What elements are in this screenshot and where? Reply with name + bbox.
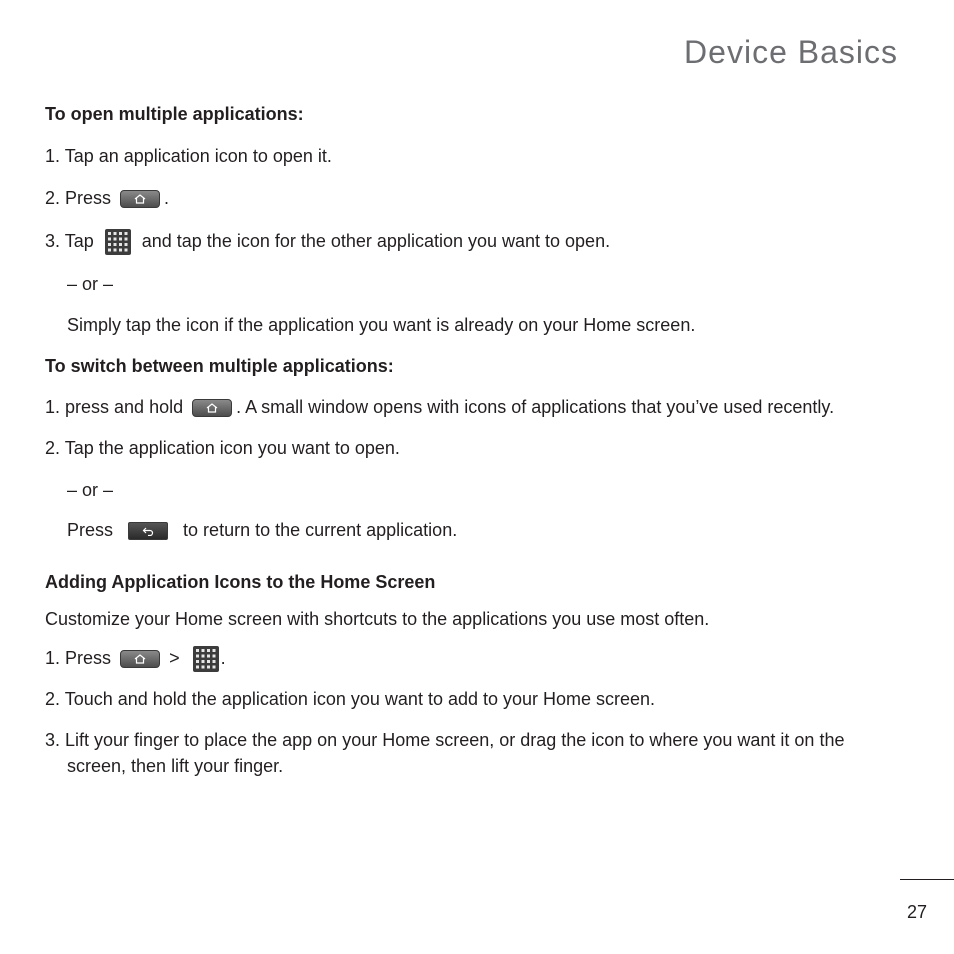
- home-key-icon: [120, 190, 160, 208]
- step-suffix: and tap the icon for the other application you want to open.: [141, 231, 611, 251]
- alternative-text: Simply tap the icon if the application you want is already on your Home screen.: [67, 315, 696, 335]
- footer-rule: [900, 879, 954, 880]
- step-suffix: . A small window opens with icons of applications that you’ve used recently.: [236, 397, 835, 417]
- step-press-home-apps: [45, 645, 226, 672]
- step-text-continued: screen, then lift your finger.: [67, 756, 284, 776]
- section-heading-adding-icons: Adding Application Icons to the Home Screen: [45, 572, 436, 592]
- section-heading-switch: To switch between multiple applications:: [45, 356, 394, 376]
- step-prefix: 1. press and hold: [45, 397, 184, 417]
- page-number: 27: [906, 902, 927, 922]
- home-key-icon: [192, 399, 232, 417]
- step-text: 3. Lift your finger to place the app on your Home screen, or drag the icon to where you want it on the: [45, 730, 845, 750]
- step-suffix: .: [164, 188, 170, 208]
- step-tap-apps: [45, 228, 610, 255]
- or-separator: – or –: [67, 274, 114, 294]
- step-press-home: [45, 185, 169, 211]
- applications-grid-icon: [105, 229, 131, 255]
- step-suffix: .: [220, 648, 226, 668]
- step-text: 1. Tap an application icon to open it.: [45, 146, 332, 166]
- step-text: 2. Touch and hold the application icon you want to add to your Home screen.: [45, 689, 656, 709]
- step-prefix: 2. Press: [45, 188, 112, 208]
- section-heading-open-multiple: To open multiple applications:: [45, 104, 304, 124]
- step-prefix: 1. Press: [45, 648, 112, 668]
- step-press-hold-home: [45, 394, 834, 420]
- section-intro: Customize your Home screen with shortcuts to the applications you use most often.: [45, 609, 710, 629]
- applications-grid-icon: [193, 646, 219, 672]
- step-press-back: [67, 517, 457, 543]
- step-suffix: to return to the current application.: [183, 520, 458, 540]
- step-prefix: 3. Tap: [45, 231, 94, 251]
- step-text: 2. Tap the application icon you want to open.: [45, 438, 400, 458]
- back-key-icon: [128, 522, 168, 540]
- home-key-icon: [120, 650, 160, 668]
- step-prefix: Press: [67, 520, 114, 540]
- or-separator: – or –: [67, 480, 114, 500]
- page-title: Device Basics: [684, 34, 898, 70]
- step-separator: >: [169, 648, 180, 668]
